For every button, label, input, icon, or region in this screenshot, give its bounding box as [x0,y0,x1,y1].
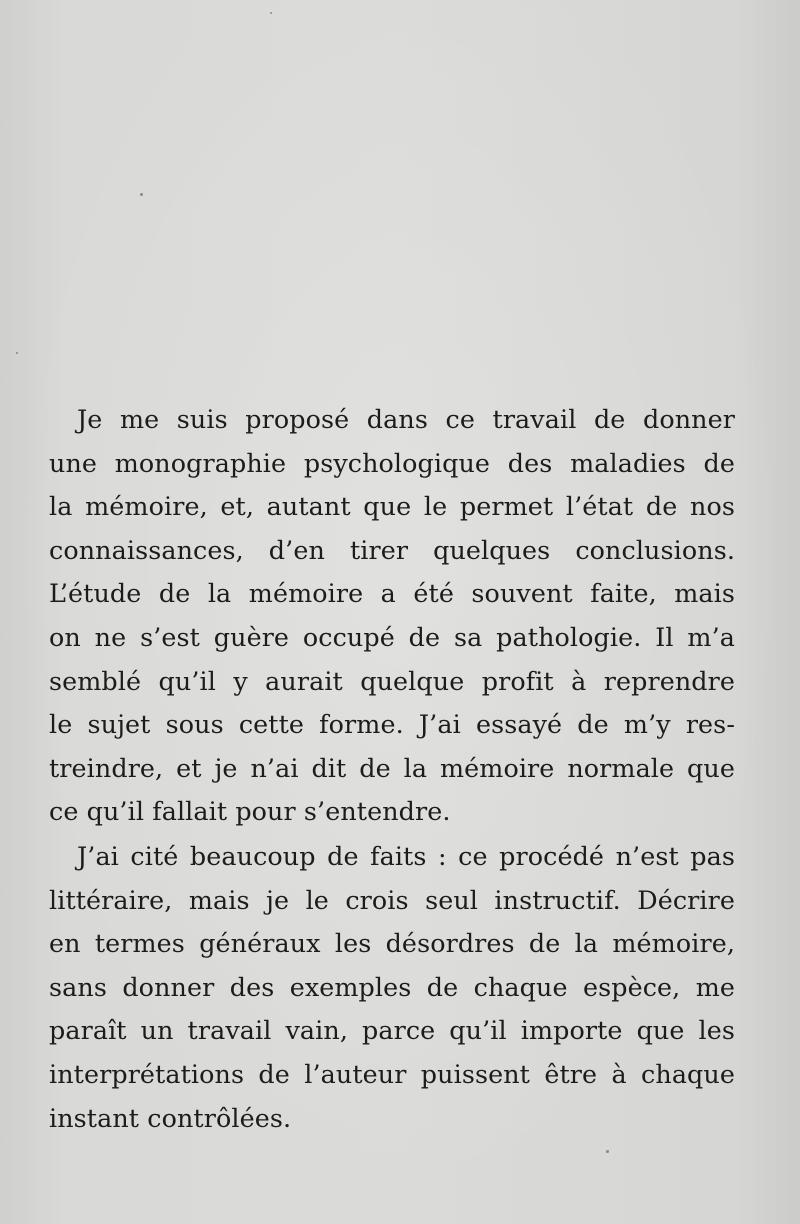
text-line: en termes généraux les désordres de la mémoire, [49,928,735,959]
text-line: interprétations de l’auteur puissent être à chaque [49,1058,735,1089]
text-line: treindre, et je n’ai dit de la mémoire normale que [49,752,735,783]
paragraph-1 [49,398,735,834]
paper-speck [16,352,18,354]
text-line: une monographie psychologique des maladies de [49,447,735,478]
paper-speck [606,1150,609,1153]
text-line: L’étude de la mémoire a été souvent faite, mais [49,578,735,609]
text-line: paraît un travail vain, parce qu’il importe que les [49,1015,735,1046]
paragraph-2 [49,835,735,1140]
text-line: le sujet sous cette forme. J’ai essayé de m’y res- [49,709,735,740]
text-line: sans donner des exemples de chaque espèce, me [49,971,735,1002]
paper-speck [140,193,143,196]
text-line: la mémoire, et, autant que le permet l’état de nos [49,491,735,522]
text-line: semblé qu’il y aurait quelque profit à reprendre [49,665,735,696]
text-line: littéraire, mais je le crois seul instructif. Décrire [49,884,735,915]
body-text [49,398,735,1140]
paper-speck [270,12,272,14]
text-line: connaissances, d’en tirer quelques conclusions. [49,534,735,565]
text-line: J’ai cité beaucoup de faits : ce procédé n’est pas [77,840,735,871]
text-line: instant contrôlées. [49,1102,292,1133]
text-line: ce qu’il fallait pour s’entendre. [49,796,451,827]
text-line: on ne s’est guère occupé de sa pathologie. Il m’a [49,621,735,652]
text-line: Je me suis proposé dans ce travail de donner [77,404,735,434]
